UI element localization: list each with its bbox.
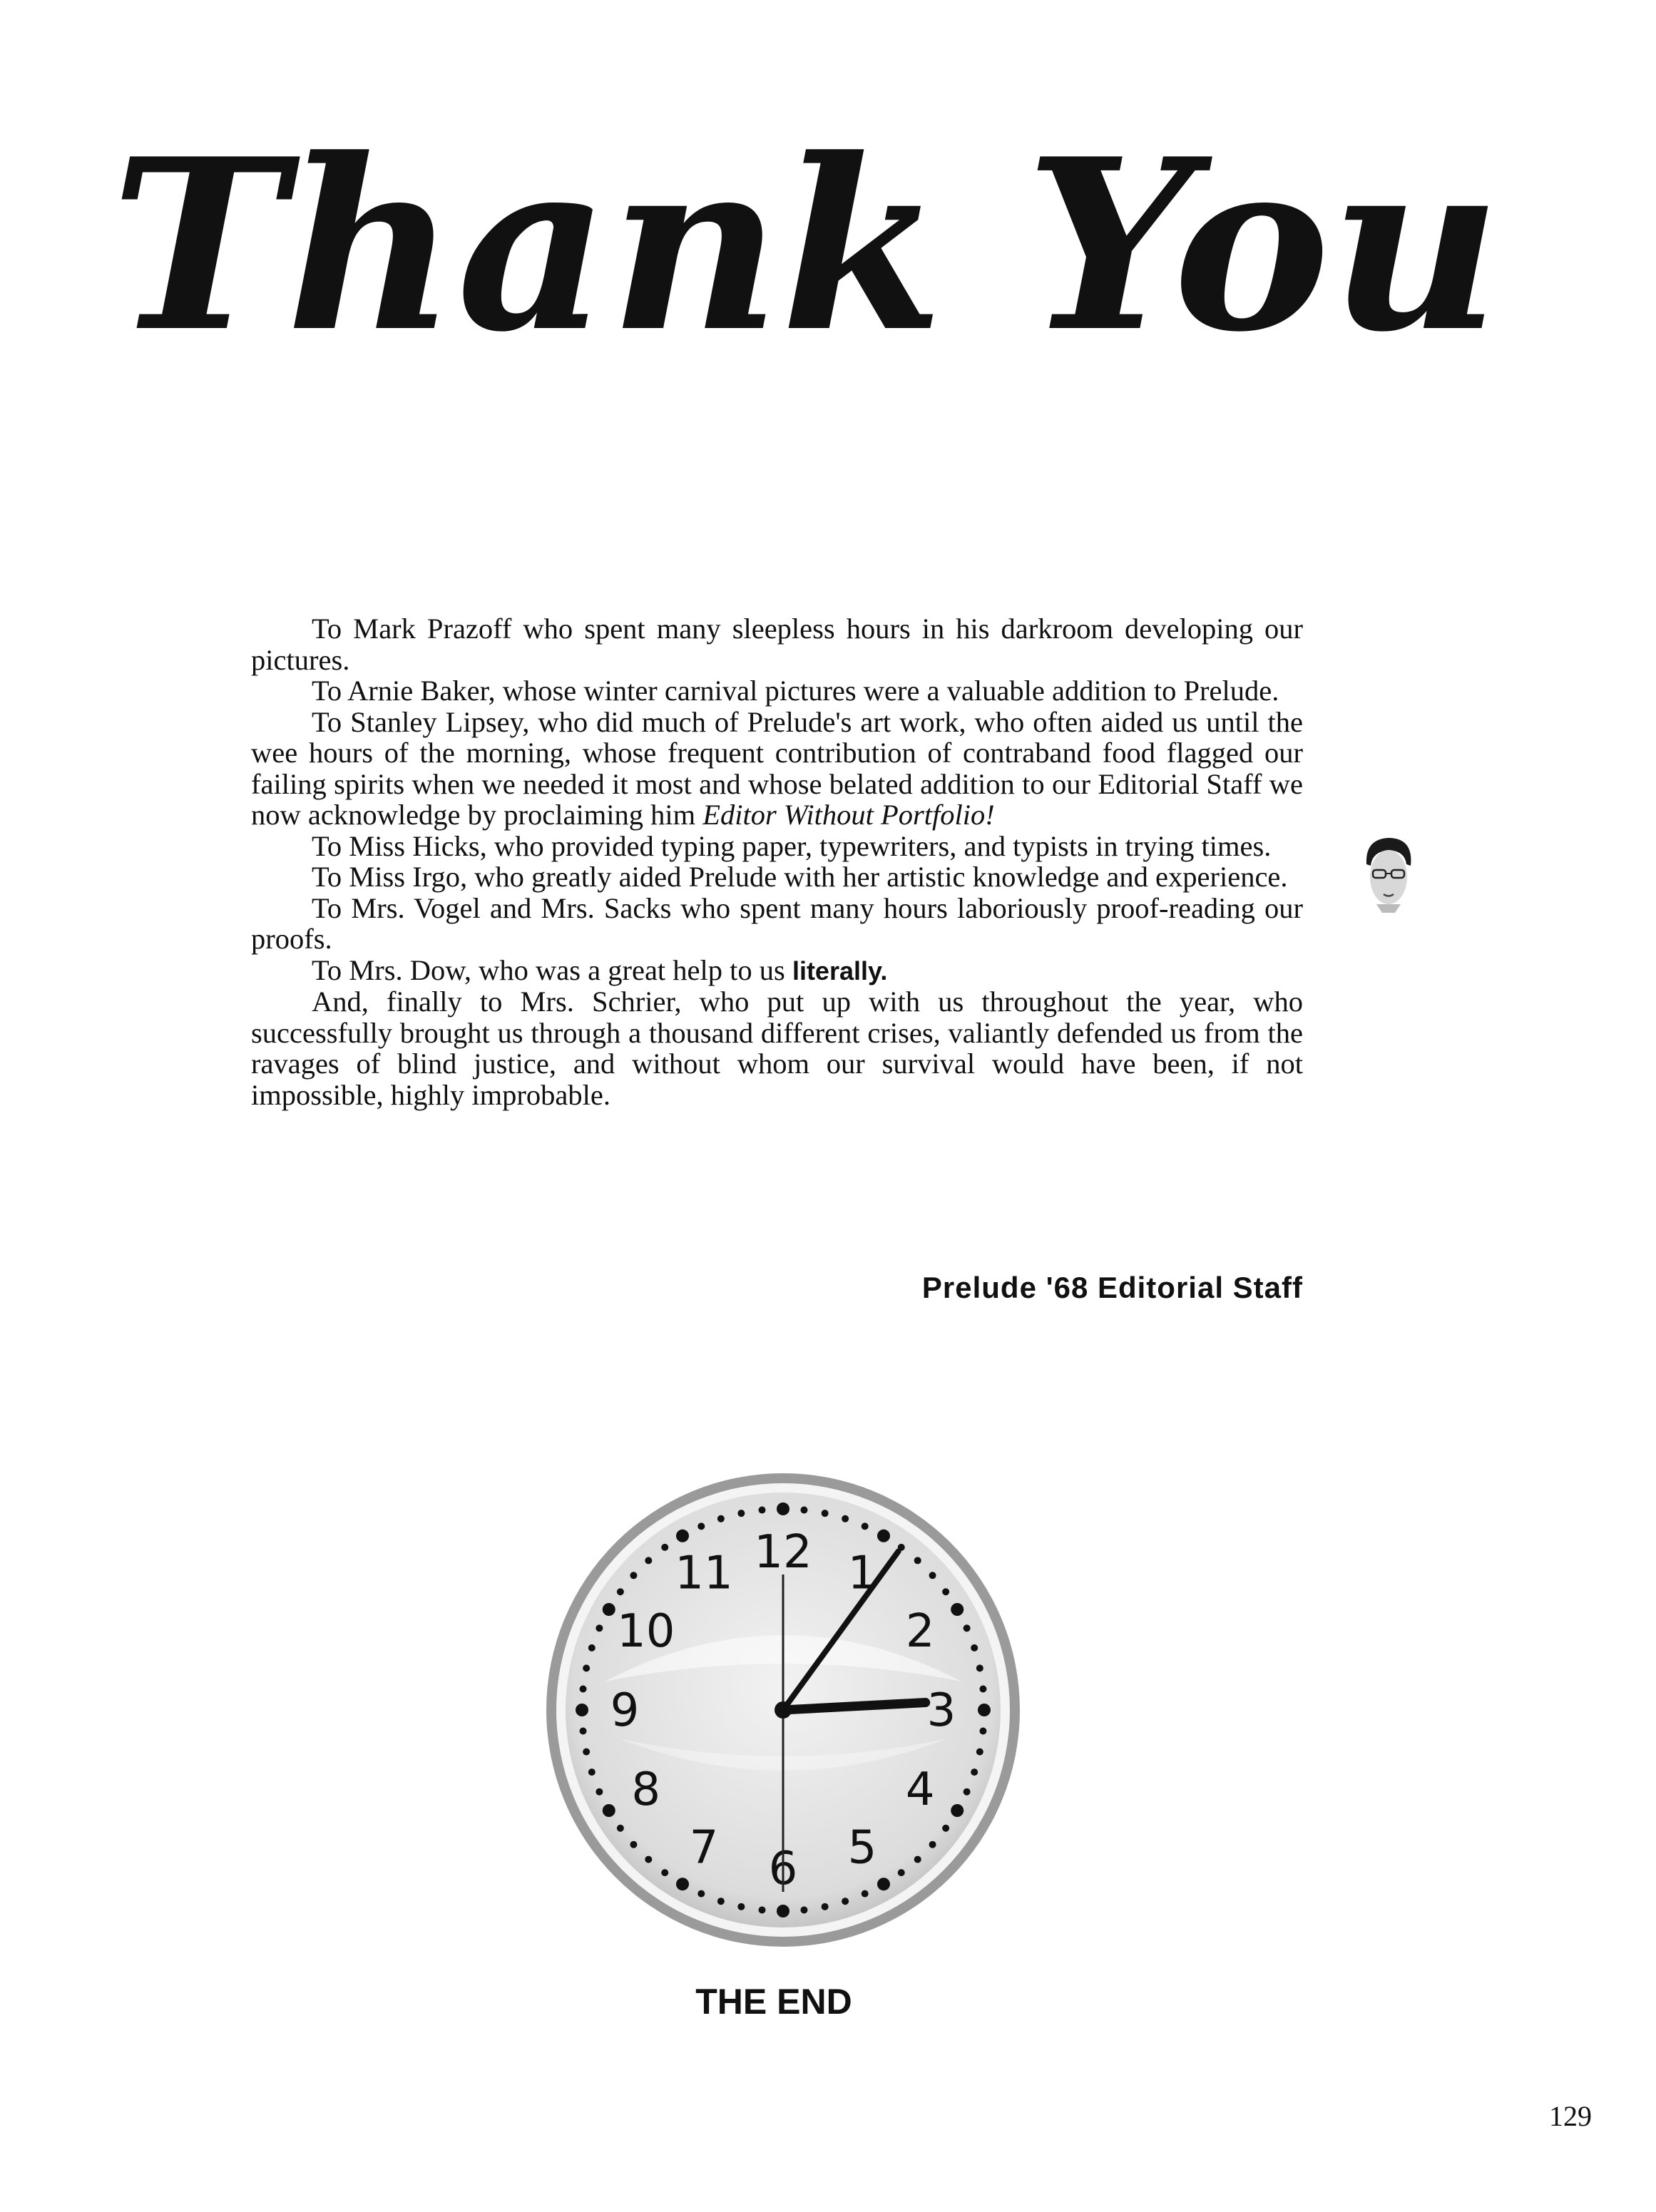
minute-tick	[976, 1748, 983, 1756]
clock-numeral: 11	[675, 1547, 733, 1600]
hour-tick	[603, 1603, 615, 1616]
the-end-caption: THE END	[695, 1982, 852, 2022]
clock-numeral: 7	[689, 1821, 719, 1875]
minute-tick	[929, 1572, 936, 1579]
minute-tick	[645, 1856, 652, 1863]
paragraph-3	[251, 707, 1303, 831]
minute-tick	[737, 1510, 745, 1517]
clock-numeral: 4	[905, 1763, 935, 1816]
clock-numeral: 2	[905, 1605, 935, 1658]
minute-tick	[583, 1748, 590, 1756]
paragraph-text: And, finally to Mrs. Schrier, who put up with us throughout the year, who successfully brought us through a thousand different crises, valiantly defended us from the ravages of blind justice, and without whom our survival would have been, if not impossible, highly improbable.	[251, 985, 1303, 1111]
clock-numeral: 3	[926, 1684, 956, 1737]
minute-tick	[964, 1788, 971, 1796]
clock-numeral: 5	[847, 1821, 877, 1875]
italic-title: Editor Without Portfolio!	[702, 799, 995, 831]
minute-tick	[971, 1644, 978, 1652]
minute-tick	[717, 1515, 725, 1522]
minute-tick	[588, 1768, 596, 1776]
clock-center-cap	[775, 1701, 792, 1719]
paragraph-4	[251, 831, 1303, 862]
minute-tick	[580, 1686, 587, 1693]
minute-tick	[717, 1898, 725, 1905]
minute-tick	[929, 1841, 936, 1848]
minute-tick	[630, 1841, 637, 1848]
minute-tick	[971, 1768, 978, 1776]
minute-tick	[822, 1903, 829, 1910]
paragraph-text: To Stanley Lipsey, who did much of Prelude's art work, who often aided us until the wee hours of the morning, whose frequent contribution of contraband food flagged our failing spirits when we needed it most and whose belated addition to our Editorial Staff we now acknowledge by proclaiming him	[251, 705, 1303, 831]
minute-tick	[661, 1869, 668, 1876]
minute-tick	[842, 1898, 849, 1905]
minute-tick	[942, 1588, 949, 1595]
clock-numeral: 12	[754, 1526, 812, 1579]
clock-numeral: 6	[768, 1843, 798, 1895]
minute-tick	[914, 1557, 921, 1564]
minute-tick	[645, 1557, 652, 1564]
minute-tick	[697, 1522, 705, 1530]
bold-word: literally.	[792, 956, 888, 985]
minute-tick	[580, 1727, 587, 1734]
hour-tick	[877, 1530, 890, 1542]
minute-tick	[759, 1906, 766, 1913]
paragraph-8	[251, 986, 1303, 1110]
hour-tick	[951, 1804, 964, 1817]
clock-numeral: 1	[847, 1547, 877, 1600]
minute-tick	[617, 1825, 624, 1832]
minute-tick	[976, 1664, 983, 1671]
minute-tick	[737, 1903, 745, 1910]
paragraph-7	[251, 955, 1303, 987]
hour-tick	[603, 1804, 615, 1817]
script-title-graphic	[111, 86, 1501, 485]
hour-tick	[777, 1905, 789, 1917]
staff-portrait-photo	[1361, 836, 1416, 914]
minute-tick	[914, 1856, 921, 1863]
minute-tick	[862, 1890, 869, 1898]
minute-tick	[596, 1788, 603, 1796]
page-title	[111, 86, 1501, 485]
minute-tick	[588, 1644, 596, 1652]
clock-numeral: 8	[631, 1763, 661, 1816]
paragraph-text: To Mark Prazoff who spent many sleepless hours in his darkroom developing our pictures.	[251, 613, 1303, 676]
clock-numeral: 9	[610, 1684, 640, 1737]
paragraph-text: To Miss Irgo, who greatly aided Prelude with her artistic knowledge and experience.	[312, 861, 1288, 893]
minute-tick	[842, 1515, 849, 1522]
clock-numeral: 10	[617, 1605, 675, 1658]
paragraph-text: To Miss Hicks, who provided typing paper, typewriters, and typists in trying times.	[312, 829, 1272, 862]
paragraph-text: To Arnie Baker, whose winter carnival pictures were a valuable addition to Prelude.	[312, 675, 1279, 707]
paragraph-text: To Mrs. Vogel and Mrs. Sacks who spent many hours laboriously proof-reading our proofs.	[251, 891, 1303, 955]
minute-tick	[964, 1624, 971, 1632]
paragraph-6	[251, 893, 1303, 955]
hour-tick	[676, 1530, 689, 1542]
minute-tick	[697, 1890, 705, 1898]
hour-tick	[877, 1878, 890, 1890]
hour-tick	[676, 1878, 689, 1890]
minute-tick	[596, 1624, 603, 1632]
wall-clock-photo	[541, 1468, 1026, 1952]
page-number: 129	[1549, 2100, 1592, 2132]
acknowledgements	[251, 613, 1303, 1110]
signature: Prelude '68 Editorial Staff	[921, 1271, 1303, 1304]
minute-tick	[800, 1507, 807, 1514]
minute-tick	[822, 1510, 829, 1517]
paragraph-2	[251, 675, 1303, 707]
hour-tick	[951, 1603, 964, 1616]
minute-tick	[759, 1507, 766, 1514]
hour-tick	[978, 1704, 991, 1716]
minute-tick	[898, 1869, 905, 1876]
minute-tick	[979, 1686, 986, 1693]
hour-tick	[576, 1704, 588, 1716]
minute-tick	[630, 1572, 637, 1579]
hour-tick	[777, 1502, 789, 1515]
paragraph-5	[251, 861, 1303, 893]
minute-tick	[583, 1664, 590, 1671]
minute-tick	[800, 1906, 807, 1913]
minute-tick	[862, 1522, 869, 1530]
minute-tick	[942, 1825, 949, 1832]
title-text: Thank You	[111, 107, 1501, 384]
minute-tick	[979, 1727, 986, 1734]
paragraph-1	[251, 613, 1303, 675]
minute-tick	[617, 1588, 624, 1595]
paragraph-text: To Mrs. Dow, who was a great help to us	[312, 953, 792, 986]
minute-tick	[661, 1544, 668, 1551]
